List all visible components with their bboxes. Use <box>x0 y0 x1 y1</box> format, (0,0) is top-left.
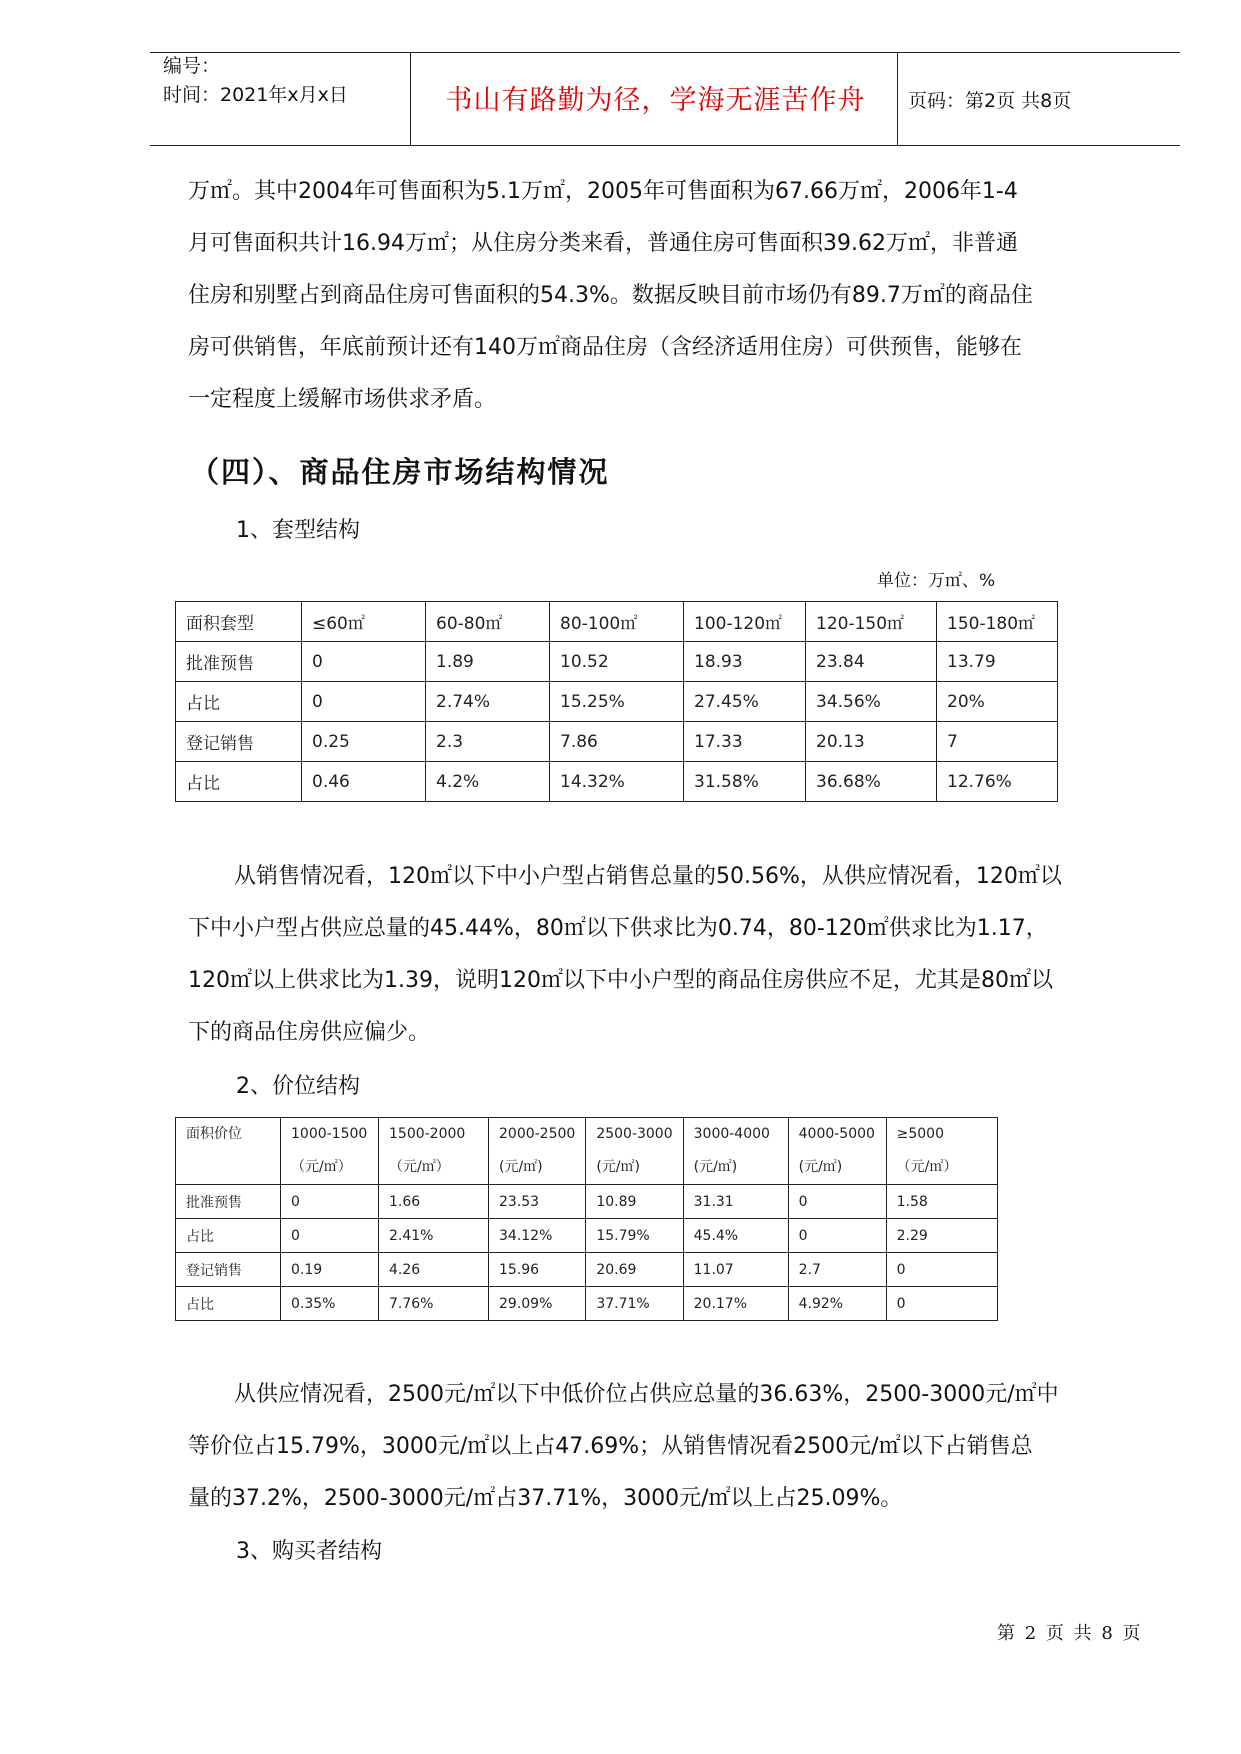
table-header-cell: 120-150㎡ <box>806 602 937 642</box>
table-cell: 占比 <box>176 1219 281 1253</box>
paragraph-line: 一定程度上缓解市场供求矛盾。 <box>188 387 497 412</box>
paragraph-line: 120㎡以上供求比为1.39，说明120㎡以下中小户型的商品住房供应不足，尤其是80㎡以 <box>188 968 1053 993</box>
table-cell: 7.76% <box>379 1287 489 1321</box>
table-cell: 34.56% <box>806 682 937 722</box>
table-header-row <box>176 602 1058 642</box>
table-header-cell: 100-120㎡ <box>684 602 806 642</box>
table-cell: 15.25% <box>550 682 684 722</box>
table-cell: 45.4% <box>683 1219 788 1253</box>
table-cell: 27.45% <box>684 682 806 722</box>
paragraph-line: 下中小户型占供应总量的45.44%，80㎡以下供求比为0.74，80-120㎡供求比为1.17， <box>188 916 1048 941</box>
table-cell: 23.84 <box>806 642 937 682</box>
table-header-cell: 1000-1500 （元/㎡） <box>281 1118 379 1185</box>
table-header-cell: 80-100㎡ <box>550 602 684 642</box>
table-cell: 17.33 <box>684 722 806 762</box>
subheading-buyer-structure: 3、购买者结构 <box>236 1539 382 1564</box>
table-row <box>176 1287 998 1321</box>
table-cell: 20% <box>937 682 1058 722</box>
table-row <box>176 1253 998 1287</box>
section-heading: （四）、商品住房市场结构情况 <box>190 455 610 489</box>
paragraph-line: 房可供销售，年底前预计还有140万㎡商品住房（含经济适用住房）可供预售，能够在 <box>188 335 1022 360</box>
table-cell: 2.7 <box>788 1253 886 1287</box>
header-meta <box>163 52 348 110</box>
table-header-cell: 1500-2000 （元/㎡） <box>379 1118 489 1185</box>
table-cell: 0 <box>302 642 426 682</box>
table-cell: 7.86 <box>550 722 684 762</box>
table-cell: 0.19 <box>281 1253 379 1287</box>
table-header-cell: ≤60㎡ <box>302 602 426 642</box>
table-cell: 0.46 <box>302 762 426 802</box>
doc-number-label: 编号： <box>163 55 221 77</box>
header-divider-left <box>410 52 411 145</box>
paragraph-line: 下的商品住房供应偏少。 <box>188 1020 431 1045</box>
table-cell: 15.79% <box>586 1219 683 1253</box>
subheading-unit-type: 1、套型结构 <box>236 518 360 543</box>
table-cell: 2.74% <box>426 682 550 722</box>
table-cell: 29.09% <box>489 1287 586 1321</box>
table-header-cell: 面积套型 <box>176 602 302 642</box>
table-cell: 10.52 <box>550 642 684 682</box>
table-cell: 占比 <box>176 1287 281 1321</box>
table-row <box>176 1185 998 1219</box>
table-cell: 31.58% <box>684 762 806 802</box>
table-cell: 7 <box>937 722 1058 762</box>
table-cell: 20.69 <box>586 1253 683 1287</box>
table-cell: 36.68% <box>806 762 937 802</box>
table-cell: 0 <box>886 1287 997 1321</box>
table-header-cell: 2500-3000 (元/㎡) <box>586 1118 683 1185</box>
unit-type-table <box>175 601 1058 802</box>
table-cell: 18.93 <box>684 642 806 682</box>
table-cell: 2.3 <box>426 722 550 762</box>
table-cell: 0 <box>281 1185 379 1219</box>
table-header-cell: 60-80㎡ <box>426 602 550 642</box>
table-header-cell: ≥5000 （元/㎡） <box>886 1118 997 1185</box>
table-cell: 2.29 <box>886 1219 997 1253</box>
table-cell: 1.58 <box>886 1185 997 1219</box>
table-row <box>176 682 1058 722</box>
paragraph-unit-type-analysis <box>188 851 1148 1059</box>
header-motto: 书山有路勤为径，学海无涯苦作舟 <box>445 85 866 116</box>
table-cell: 占比 <box>176 762 302 802</box>
unit-note: 单位：万㎡、% <box>877 571 996 591</box>
table-cell: 11.07 <box>683 1253 788 1287</box>
table-header-cell: 3000-4000 (元/㎡) <box>683 1118 788 1185</box>
table-cell: 20.17% <box>683 1287 788 1321</box>
table-cell: 占比 <box>176 682 302 722</box>
table-cell: 13.79 <box>937 642 1058 682</box>
table-cell: 4.26 <box>379 1253 489 1287</box>
table-cell: 批准预售 <box>176 642 302 682</box>
table-cell: 0.35% <box>281 1287 379 1321</box>
header-page-number: 页码：第2页 共8页 <box>908 90 1072 112</box>
paragraph-line: 从销售情况看，120㎡以下中小户型占销售总量的50.56%，从供应情况看，120㎡以 <box>234 864 1062 889</box>
table-cell: 0 <box>302 682 426 722</box>
table-row <box>176 642 1058 682</box>
table-header-row <box>176 1118 998 1185</box>
subheading-price-range: 2、价位结构 <box>236 1074 360 1099</box>
paragraph-line: 量的37.2%，2500-3000元/㎡占37.71%，3000元/㎡以上占25.09%。 <box>188 1486 903 1511</box>
table-cell: 1.89 <box>426 642 550 682</box>
table-cell: 14.32% <box>550 762 684 802</box>
paragraph-line: 万㎡。其中2004年可售面积为5.1万㎡，2005年可售面积为67.66万㎡，2006年1-4 <box>188 179 1018 204</box>
doc-time-label: 时间：2021年x月x日 <box>163 84 348 106</box>
table-cell: 4.92% <box>788 1287 886 1321</box>
table-cell: 批准预售 <box>176 1185 281 1219</box>
paragraph-line: 从供应情况看，2500元/㎡以下中低价位占供应总量的36.63%，2500-3000元/㎡中 <box>234 1382 1059 1407</box>
table-header-cell: 面积价位 <box>176 1118 281 1185</box>
table-row <box>176 1219 998 1253</box>
paragraph-available-area <box>188 166 1148 426</box>
table-cell: 15.96 <box>489 1253 586 1287</box>
table-cell: 0 <box>788 1219 886 1253</box>
table-cell: 1.66 <box>379 1185 489 1219</box>
paragraph-price-analysis <box>188 1369 1148 1525</box>
table-cell: 登记销售 <box>176 1253 281 1287</box>
table-row <box>176 762 1058 802</box>
paragraph-line: 月可售面积共计16.94万㎡；从住房分类来看，普通住房可售面积39.62万㎡，非普通 <box>188 231 1018 256</box>
table-cell: 2.41% <box>379 1219 489 1253</box>
table-header-cell: 150-180㎡ <box>937 602 1058 642</box>
paragraph-line: 等价位占15.79%，3000元/㎡以上占47.69%；从销售情况看2500元/㎡以下占销售总 <box>188 1434 1033 1459</box>
table-cell: 23.53 <box>489 1185 586 1219</box>
price-range-table <box>175 1117 998 1321</box>
table-cell: 0.25 <box>302 722 426 762</box>
header-bottom-rule <box>150 145 1180 146</box>
table-cell: 34.12% <box>489 1219 586 1253</box>
table-row <box>176 722 1058 762</box>
paragraph-line: 住房和别墅占到商品住房可售面积的54.3%。数据反映目前市场仍有89.7万㎡的商品住 <box>188 283 1033 308</box>
table-cell: 12.76% <box>937 762 1058 802</box>
table-cell: 0 <box>886 1253 997 1287</box>
table-cell: 31.31 <box>683 1185 788 1219</box>
table-cell: 0 <box>281 1219 379 1253</box>
table-cell: 20.13 <box>806 722 937 762</box>
table-cell: 4.2% <box>426 762 550 802</box>
table-header-cell: 4000-5000 (元/㎡) <box>788 1118 886 1185</box>
table-cell: 10.89 <box>586 1185 683 1219</box>
page-footer: 第 2 页 共 8 页 <box>997 1623 1141 1644</box>
table-cell: 0 <box>788 1185 886 1219</box>
table-cell: 37.71% <box>586 1287 683 1321</box>
table-header-cell: 2000-2500 (元/㎡) <box>489 1118 586 1185</box>
table-cell: 登记销售 <box>176 722 302 762</box>
